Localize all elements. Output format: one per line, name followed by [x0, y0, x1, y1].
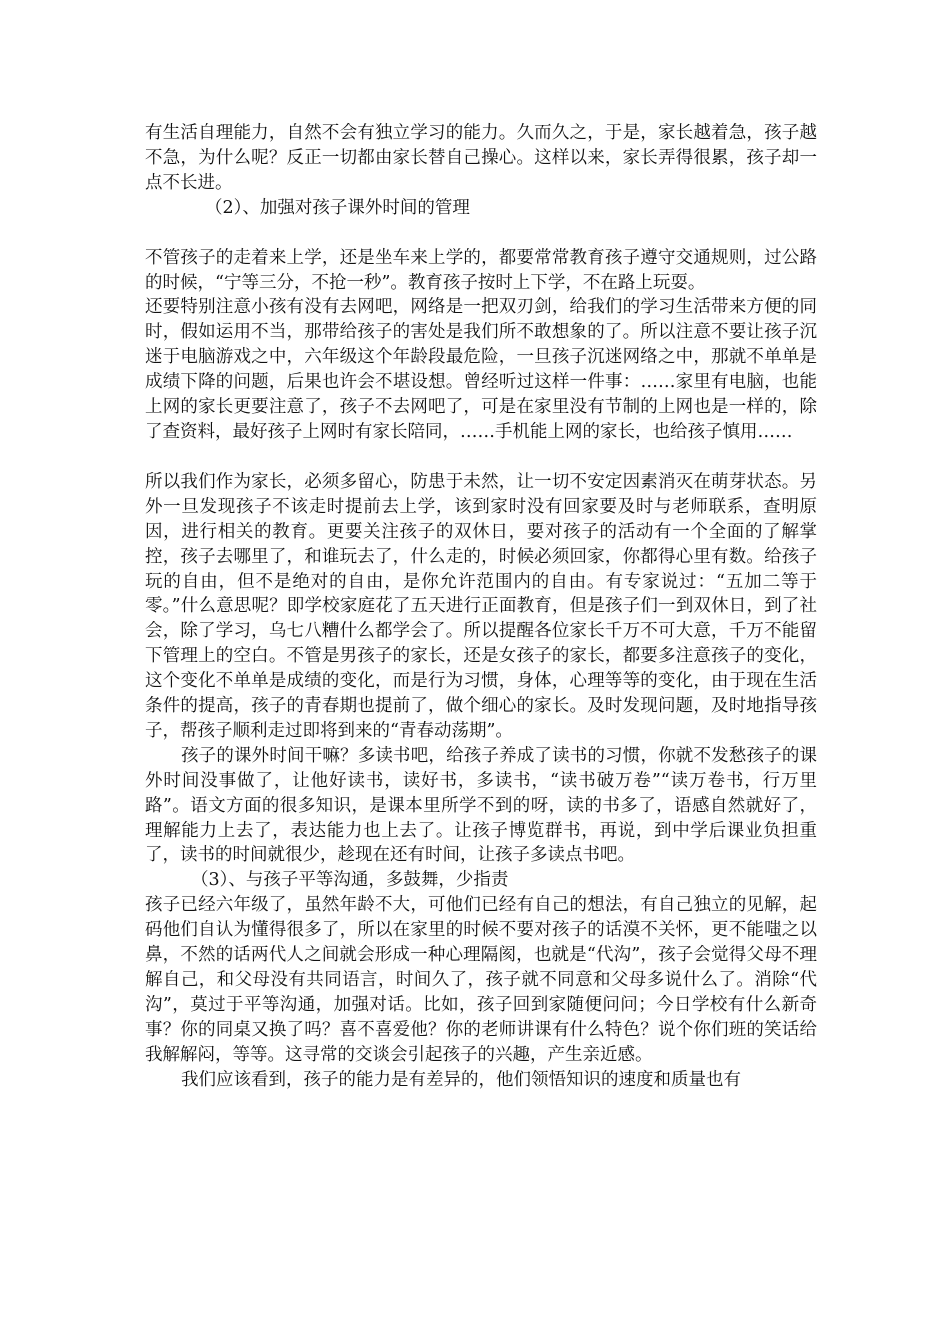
paragraph-ability-difference: 我们应该看到，孩子的能力是有差异的，他们领悟知识的速度和质量也有	[181, 1069, 741, 1090]
paragraph-parent-vigilance: 所以我们作为家长，必须多留心，防患于未然，让一切不安定因素消灭在萌芽状态。另外一旦发现孩子不该走时提前去上学，该到家时没有回家要及时与老师联系，查明原因，进行相关的教育。更要关注孩子的双休日，要对孩子的活动有一个全面的了解掌控，孩子去哪里了，和谁玩去了，什么走的，时候必须回家，你都得心里有数。给孩子玩的自由，但不是绝对的自由，是你允许范围内的自由。有专家说过：“五加二等于零。”什么意思呢？即学校家庭花了五天进行正面教育，但是孩子们一到双休日，到了社会，除了学习，乌七八糟什么都学会了。所以提醒各位家长千万不可大意，千万不能留下管理上的空白。不管是男孩子的家长，还是女孩子的家长，都要多注意孩子的变化，这个变化不单单是成绩的变化，而是行为习惯，身体，心理等等的变化，由于现在生活条件的提高，孩子的青春期也提前了，做个细心的家长。及时发现问题，及时地指导孩子，帮孩子顺利走过即将到来的“青春动荡期”。	[145, 471, 817, 741]
document-page	[145, 121, 817, 1093]
blank-line	[145, 221, 817, 246]
paragraph-internet-cafe: 还要特别注意小孩有没有去网吧，网络是一把双刃剑，给我们的学习生活带来方便的同时，假如运用不当，那带给孩子的害处是我们所不敢想象的了。所以注意不要让孩子沉迷于电脑游戏之中，六年级这个年龄段最危险，一旦孩子沉迷网络之中，那就不单单是成绩下降的问题，后果也许会不堪设想。曾经听过这样一件事：……家里有电脑，也能上网的家长更要注意了，孩子不去网吧了，可是在家里没有节制的上网也是一样的，除了查资料，最好孩子上网时有家长陪同，……手机能上网的家长，也给孩子慎用……	[145, 297, 817, 442]
section-heading-3: （3）、与孩子平等沟通，多鼓舞，少指责	[191, 870, 509, 891]
blank-line	[145, 445, 817, 470]
paragraph-self-care: 有生活自理能力，自然不会有独立学习的能力。久而久之，于是，家长越着急，孩子越不急，为什么呢？反正一切都由家长替自己操心。这样以来，家长弄得很累，孩子却一点不长进。	[145, 123, 817, 193]
paragraph-communication: 孩子已经六年级了，虽然年龄不大，可他们已经有自己的想法，有自己独立的见解，起码他们自认为懂得很多了，所以在家里的时候不要对孩子的话漠不关怀，更不能嗤之以鼻，不然的话两代人之间就会形成一种心理隔阂，也就是“代沟”，孩子会觉得父母不理解自己，和父母没有共同语言，时间久了，孩子就不同意和父母多说什么了。消除“代沟”，莫过于平等沟通，加强对话。比如，孩子回到家随便问问；今日学校有什么新奇事？你的同桌又换了吗？喜不喜爱他？你的老师讲课有什么特色？说个你们班的笑话给我解解闷，等等。这寻常的交谈会引起孩子的兴趣，产生亲近感。	[145, 895, 817, 1065]
paragraph-traffic-safety: 不管孩子的走着来上学，还是坐车来上学的，都要常常教育孩子遵守交通规则，过公路的时候，“宁等三分，不抢一秒”。教育孩子按时上下学，不在路上玩耍。	[145, 247, 817, 293]
section-heading-2: （2）、加强对孩子课外时间的管理	[205, 197, 470, 218]
paragraph-reading: 孩子的课外时间干嘛？多读书吧，给孩子养成了读书的习惯，你就不发愁孩子的课外时间没事做了，让他好读书，读好书，多读书，“读书破万卷”“读万卷书，行万里路”。语文方面的很多知识，是课本里所学不到的呀，读的书多了，语感自然就好了，理解能力上去了，表达能力也上去了。让孩子博览群书，再说，到中学后课业负担重了，读书的时间就很少，趁现在还有时间，让孩子多读点书吧。	[145, 745, 817, 866]
